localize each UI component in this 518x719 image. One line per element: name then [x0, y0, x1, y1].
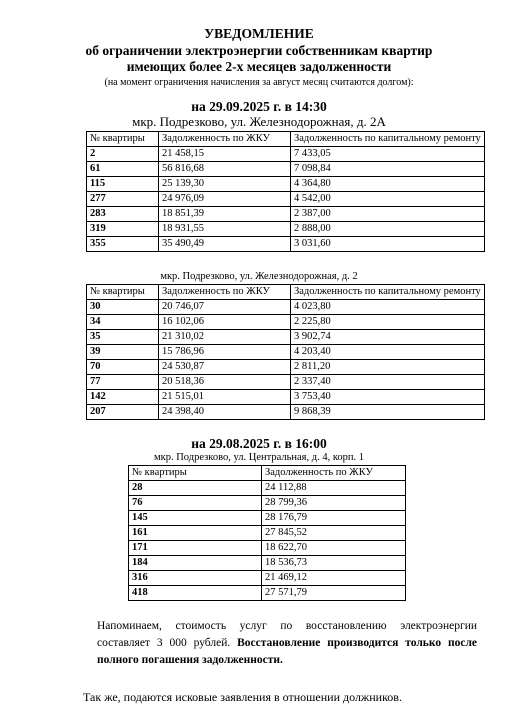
- debt-amount: 24 398,40: [159, 405, 291, 420]
- debt-amount: 21 469,12: [262, 571, 406, 586]
- apartment-number: 35: [87, 330, 159, 345]
- table-row: [87, 405, 485, 420]
- debt-amount: 16 102,06: [159, 315, 291, 330]
- table-row: [87, 330, 485, 345]
- apartment-number: 277: [87, 192, 159, 207]
- restore-cost-text: Напоминаем, стоимость услуг по восстановлению электроэнергии составляет 3 000 рублей.: [97, 620, 477, 649]
- debt-amount: 4 023,80: [291, 300, 485, 315]
- table-header-row: [87, 132, 485, 147]
- column-header: Задолженность по ЖКУ: [159, 132, 291, 147]
- notice-subtitle-2: имеющих более 2-х месяцев задолженности: [126, 59, 392, 74]
- table-row: [129, 496, 406, 511]
- apartment-number: 319: [87, 222, 159, 237]
- debt-amount: 4 542,00: [291, 192, 485, 207]
- debt-amount: 24 976,09: [159, 192, 291, 207]
- apartment-number: 355: [87, 237, 159, 252]
- column-header: № квартиры: [87, 132, 159, 147]
- debt-amount: 20 518,36: [159, 375, 291, 390]
- section2-address: мкр. Подрезково, ул. Железнодорожная, д. 2: [160, 271, 358, 282]
- table-row: [87, 162, 485, 177]
- debt-amount: 20 746,07: [159, 300, 291, 315]
- apartment-number: 28: [129, 481, 262, 496]
- apartment-number: 207: [87, 405, 159, 420]
- section2-table: [86, 284, 485, 420]
- apartment-number: 34: [87, 315, 159, 330]
- apartment-number: 283: [87, 207, 159, 222]
- debt-amount: 27 571,79: [262, 586, 406, 601]
- table-row: [129, 586, 406, 601]
- debt-amount: 7 433,05: [291, 147, 485, 162]
- table-row: [129, 571, 406, 586]
- debt-amount: 21 310,02: [159, 330, 291, 345]
- column-header: Задолженность по капитальному ремонту: [291, 285, 485, 300]
- column-header: № квартиры: [129, 466, 262, 481]
- debt-amount: 4 364,80: [291, 177, 485, 192]
- apartment-number: 142: [87, 390, 159, 405]
- table-header-row: [129, 466, 406, 481]
- debt-amount: 4 203,40: [291, 345, 485, 360]
- section3-address: мкр. Подрезково, ул. Центральная, д. 4, корп. 1: [153, 452, 365, 463]
- apartment-number: 39: [87, 345, 159, 360]
- apartment-number: 115: [87, 177, 159, 192]
- debt-amount: 25 139,30: [159, 177, 291, 192]
- apartment-number: 77: [87, 375, 159, 390]
- debt-amount: 24 112,88: [262, 481, 406, 496]
- debt-amount: 27 845,52: [262, 526, 406, 541]
- debt-amount: 2 337,40: [291, 375, 485, 390]
- apartment-number: 316: [129, 571, 262, 586]
- table-row: [129, 511, 406, 526]
- restore-condition-text: Восстановление производится только после полного погашения задолженности.: [97, 637, 478, 666]
- table-row: [87, 375, 485, 390]
- apartment-number: 76: [129, 496, 262, 511]
- debt-amount: 2 225,80: [291, 315, 485, 330]
- debt-amount: 3 902,74: [291, 330, 485, 345]
- column-header: Задолженность по ЖКУ: [262, 466, 406, 481]
- apartment-number: 30: [87, 300, 159, 315]
- debt-amount: 18 622,70: [262, 541, 406, 556]
- table-row: [87, 192, 485, 207]
- table-header-row: [87, 285, 485, 300]
- column-header: № квартиры: [87, 285, 159, 300]
- table-row: [129, 526, 406, 541]
- debt-amount: 3 031,60: [291, 237, 485, 252]
- debt-amount: 2 811,20: [291, 360, 485, 375]
- debt-amount: 9 868,39: [291, 405, 485, 420]
- section1-table: [86, 131, 485, 252]
- section1-address: мкр. Подрезково, ул. Железнодорожная, д. 2А: [132, 114, 386, 129]
- section3-datetime: на 29.08.2025 г. в 16:00: [191, 436, 327, 451]
- table-row: [87, 345, 485, 360]
- debt-amount: 18 536,73: [262, 556, 406, 571]
- table-row: [129, 541, 406, 556]
- debt-amount: 56 816,68: [159, 162, 291, 177]
- debt-amount: 24 530,87: [159, 360, 291, 375]
- column-header: Задолженность по ЖКУ: [159, 285, 291, 300]
- table-row: [87, 360, 485, 375]
- apartment-number: 145: [129, 511, 262, 526]
- column-header: Задолженность по капитальному ремонту: [291, 132, 485, 147]
- debt-amount: 15 786,96: [159, 345, 291, 360]
- table-row: [87, 315, 485, 330]
- apartment-number: 418: [129, 586, 262, 601]
- table-row: [87, 300, 485, 315]
- lawsuit-notice: Так же, подаются исковые заявления в отношении должников.: [83, 690, 402, 704]
- restore-cost-notice: [97, 618, 477, 669]
- apartment-number: 70: [87, 360, 159, 375]
- notice-subtitle: об ограничении электроэнергии собственникам квартир: [85, 43, 433, 58]
- table-row: [129, 556, 406, 571]
- debt-amount: 21 515,01: [159, 390, 291, 405]
- apartment-number: 161: [129, 526, 262, 541]
- debt-amount: 7 098,84: [291, 162, 485, 177]
- debt-amount: 35 490,49: [159, 237, 291, 252]
- notice-note: (на момент ограничения начисления за август месяц считаются долгом):: [104, 77, 414, 88]
- table-row: [87, 147, 485, 162]
- table-row: [87, 207, 485, 222]
- table-row: [87, 222, 485, 237]
- apartment-number: 184: [129, 556, 262, 571]
- debt-amount: 2 888,00: [291, 222, 485, 237]
- apartment-number: 171: [129, 541, 262, 556]
- apartment-number: 61: [87, 162, 159, 177]
- table-row: [87, 237, 485, 252]
- debt-amount: 3 753,40: [291, 390, 485, 405]
- section3-table: [128, 465, 406, 601]
- debt-amount: 28 799,36: [262, 496, 406, 511]
- table-row: [129, 481, 406, 496]
- apartment-number: 2: [87, 147, 159, 162]
- notice-title: УВЕДОМЛЕНИЕ: [204, 26, 314, 41]
- debt-amount: 21 458,15: [159, 147, 291, 162]
- debt-amount: 18 931,55: [159, 222, 291, 237]
- debt-amount: 18 851,39: [159, 207, 291, 222]
- table-row: [87, 390, 485, 405]
- section1-datetime: на 29.09.2025 г. в 14:30: [191, 99, 327, 114]
- debt-amount: 2 387,00: [291, 207, 485, 222]
- table-row: [87, 177, 485, 192]
- debt-amount: 28 176,79: [262, 511, 406, 526]
